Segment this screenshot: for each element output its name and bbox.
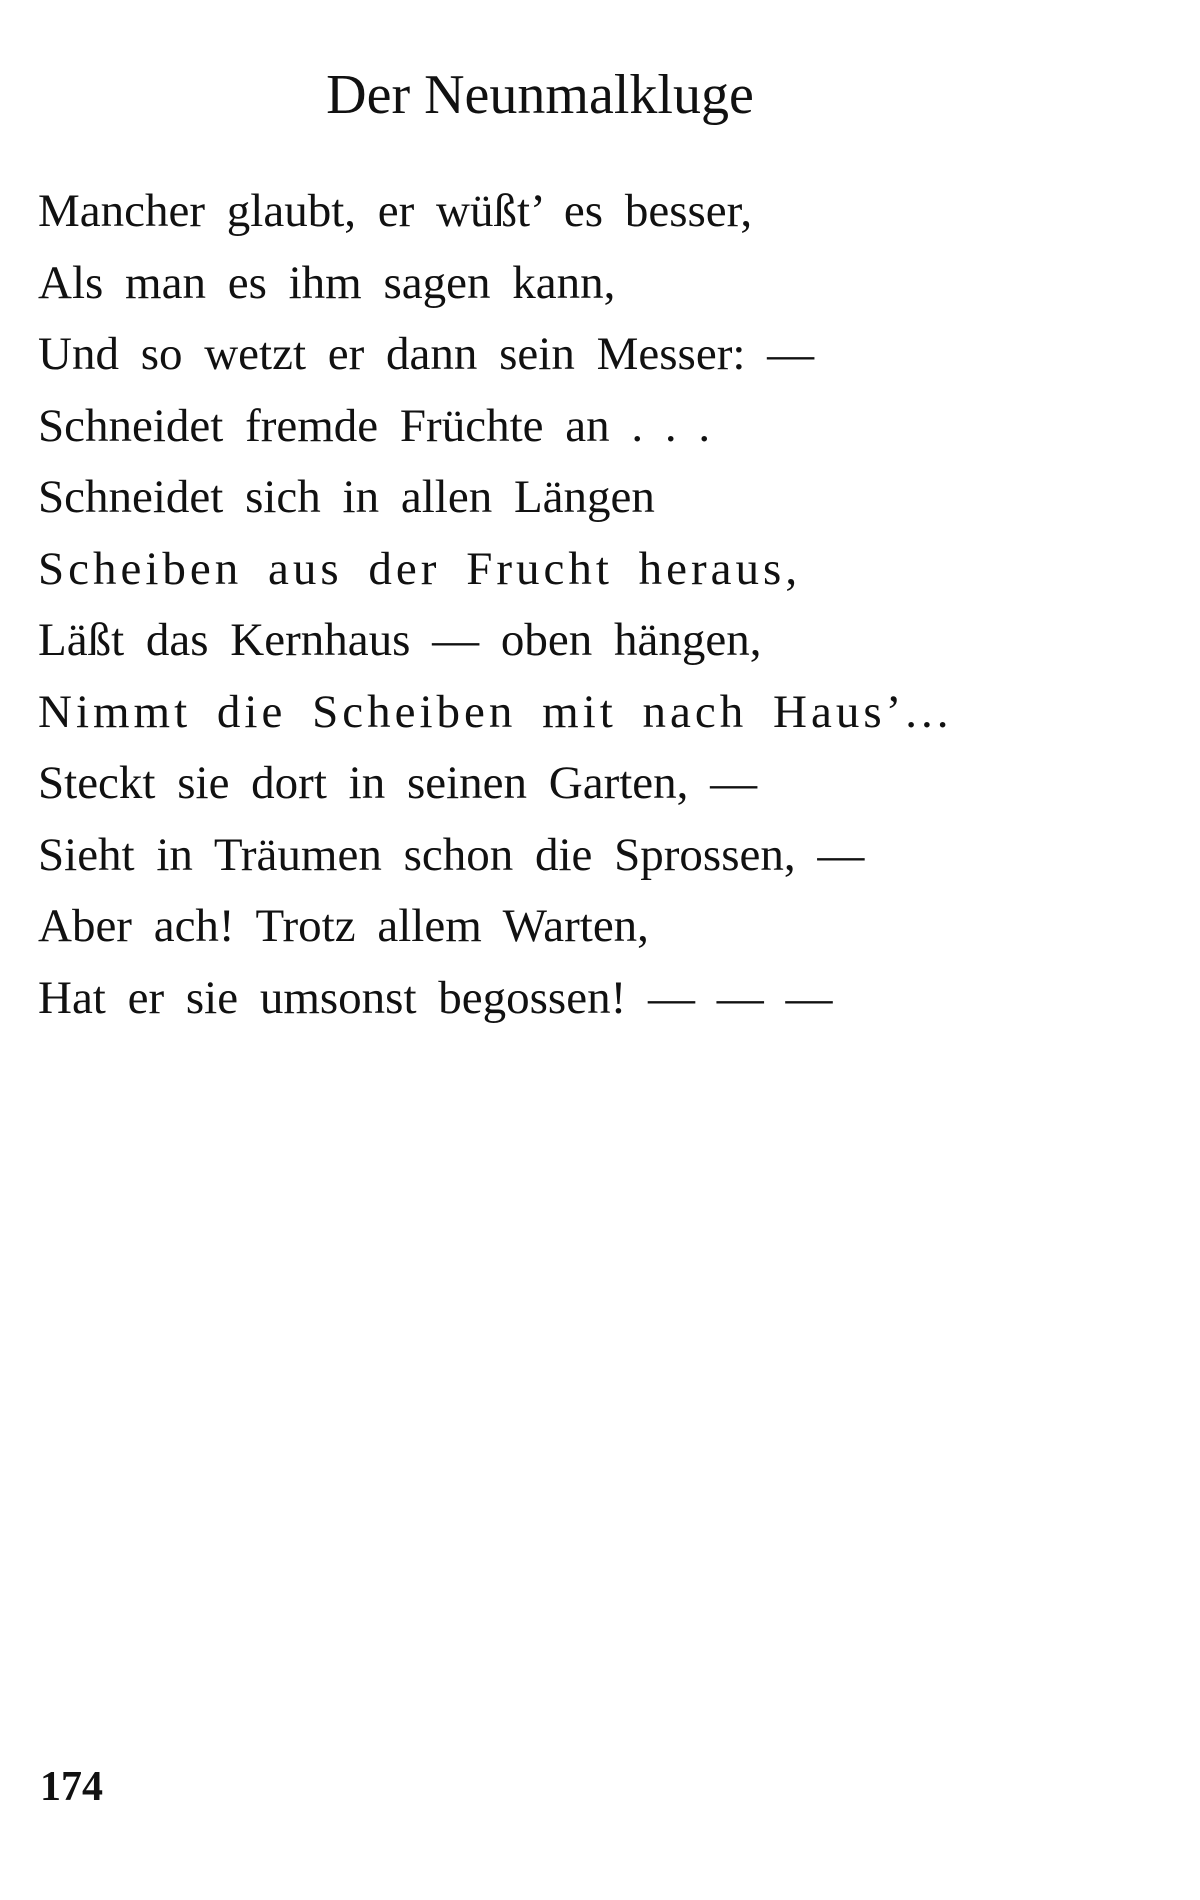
poem-line: Als man es ihm sagen kann, bbox=[38, 256, 616, 309]
poem-line: Schneidet fremde Früchte an . . . bbox=[38, 399, 711, 452]
poem-title: Der Neunmalkluge bbox=[326, 64, 754, 126]
poem-line: Steckt sie dort in seinen Garten, — bbox=[38, 757, 758, 809]
poem-line: Läßt das Kernhaus — oben hängen, bbox=[38, 614, 762, 666]
poem-line: Schneidet sich in allen Längen bbox=[38, 471, 655, 523]
poem-line: Hat er sie umsonst begossen! — — — bbox=[38, 971, 833, 1024]
poem-line: Und so wetzt er dann sein Messer: — bbox=[38, 328, 815, 380]
page-number: 174 bbox=[40, 1764, 103, 1810]
poem-line: Nimmt die Scheiben mit nach Haus’... bbox=[38, 685, 953, 738]
poem-line: Mancher glaubt, er wüßt’ es besser, bbox=[38, 185, 753, 237]
poem-line: Aber ach! Trotz allem Warten, bbox=[38, 900, 649, 952]
poem-body bbox=[38, 176, 1158, 1034]
poem-line: Sieht in Träumen schon die Sprossen, — bbox=[38, 828, 865, 881]
poem-line: Scheiben aus der Frucht heraus, bbox=[38, 542, 802, 595]
